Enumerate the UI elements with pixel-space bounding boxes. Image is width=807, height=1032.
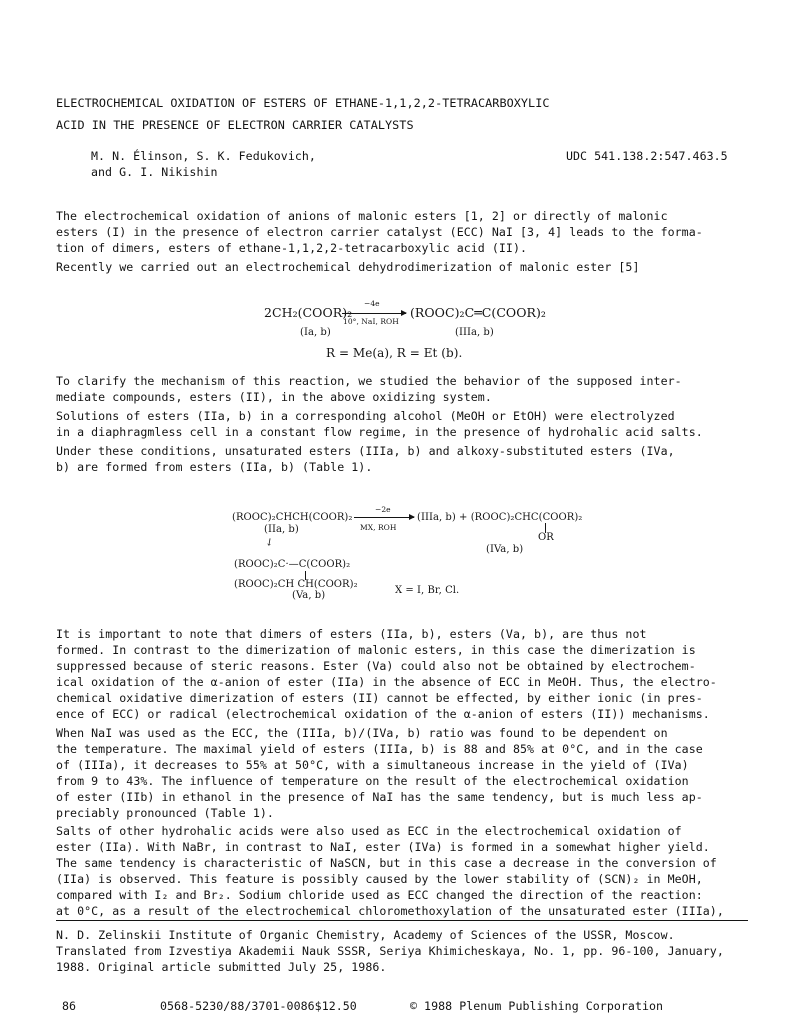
footnote-line-2: Translated from Izvestiya Akademii Nauk SSSR, Seriya Khimicheskaya, No. 1, pp. 96-100, January, — [56, 944, 724, 958]
paragraph-7-line-2: the temperature. The maximal yield of esters (IIIa, b) is 88 and 85% at 0°C, and in the case — [56, 742, 703, 756]
paragraph-7-line-4: from 9 to 43%. The influence of temperature on the result of the electrochemical oxidation — [56, 774, 689, 788]
paragraph-5-line-2: b) are formed from esters (IIa, b) (Table 1). — [56, 460, 373, 474]
scheme-2-label-iv: (IVa, b) — [486, 544, 524, 555]
footnote-line-3: 1988. Original article submitted July 25, 1986. — [56, 960, 387, 974]
scheme-2-arrow — [354, 517, 414, 518]
paragraph-6-line-6: ence of ECC) or radical (electrochemical oxidation of the α-anion of esters (II)) mechanisms. — [56, 707, 710, 721]
scheme-2-reactant: (ROOC)₂CHCH(COOR)₂ — [232, 512, 353, 523]
scheme-1-r-definitions: R = Me(a), R = Et (b). — [326, 346, 463, 360]
paragraph-6-line-2: formed. In contrast to the dimerization of malonic esters, in this case the dimerization is — [56, 643, 696, 657]
footnote-rule — [56, 920, 748, 921]
paragraph-5-line-1: Under these conditions, unsaturated esters (IIIa, b) and alkoxy-substituted esters (IVa, — [56, 444, 675, 458]
scheme-2-label-reactant: (IIa, b) — [264, 524, 299, 535]
scheme-1-product: (ROOC)₂C═C(COOR)₂ — [410, 305, 546, 320]
paragraph-7-line-1: When NaI was used as the ECC, the (IIIa, b)/(IVa, b) ratio was found to be dependent on — [56, 726, 668, 740]
udc-code: UDC 541.138.2:547.463.5 — [566, 149, 728, 163]
scheme-1-label-reactant: (Ia, b) — [300, 327, 331, 338]
scheme-2-below-arrow: MX, ROH — [360, 523, 397, 532]
paragraph-4-line-1: Solutions of esters (IIa, b) in a corresponding alcohol (MeOH or EtOH) were electrolyzed — [56, 409, 675, 423]
scheme-1-below-arrow: 10°, NaI, ROH — [343, 317, 399, 326]
journal-code: 0568-5230/88/3701-0086$12.50 — [160, 999, 357, 1013]
paragraph-1-line-3: tion of dimers, esters of ethane-1,1,2,2-tetracarboxylic acid (II). — [56, 241, 528, 255]
copyright: © 1988 Plenum Publishing Corporation — [410, 999, 664, 1013]
paragraph-4-line-2: in a diaphragmless cell in a constant flow regime, in the presence of hydrohalic acid salts. — [56, 425, 703, 439]
article-title-line-1: ELECTROCHEMICAL OXIDATION OF ESTERS OF ETHANE-1,1,2,2-TETRACARBOXYLIC — [56, 96, 550, 110]
paragraph-3-line-2: mediate compounds, esters (II), in the above oxidizing system. — [56, 390, 492, 404]
paragraph-7-line-3: of (IIIa), it decreases to 55% at 50°C, with a simultaneous increase in the yield of (IVa) — [56, 758, 689, 772]
scheme-2-branch-arrow: ↙ — [263, 535, 277, 550]
paragraph-1-line-1: The electrochemical oxidation of anions of malonic esters [1, 2] or directly of malonic — [56, 209, 668, 223]
scheme-2-substituent: OR — [538, 532, 554, 543]
authors-line-2: and G. I. Nikishin — [91, 165, 218, 179]
paragraph-2-line-1: Recently we carried out an electrochemical dehydrodimerization of malonic ester [5] — [56, 260, 640, 274]
footnote-line-1: N. D. Zelinskii Institute of Organic Chemistry, Academy of Sciences of the USSR, Moscow. — [56, 928, 675, 942]
scheme-1-label-product: (IIIa, b) — [455, 327, 494, 338]
paragraph-8-line-5: compared with I₂ and Br₂. Sodium chloride used as ECC changed the direction of the reaction: — [56, 888, 703, 902]
scheme-1-reactant: 2CH₂(COOR)₂ — [264, 305, 353, 320]
paragraph-7-line-5: of ester (IIb) in ethanol in the presence of NaI has the same tendency, but is much less ap- — [56, 790, 703, 804]
paragraph-6-line-4: ical oxidation of the α-anion of ester (IIa) in the absence of ECC in MeOH. Thus, the electro- — [56, 675, 717, 689]
scheme-2-products: (IIIa, b) + (ROOC)₂CHC(COOR)₂ — [417, 512, 583, 523]
scheme-1-above-arrow: −4e — [364, 299, 380, 308]
scheme-2-label-v: (Va, b) — [292, 590, 326, 601]
authors-line-1: M. N. Élinson, S. K. Fedukovich, — [91, 149, 316, 163]
paragraph-8-line-4: (IIa) is observed. This feature is possibly caused by the lower stability of (SCN)₂ in MeOH, — [56, 872, 703, 886]
paragraph-6-line-1: It is important to note that dimers of esters (IIa, b), esters (Va, b), are thus not — [56, 627, 647, 641]
paragraph-8-line-3: The same tendency is characteristic of NaSCN, but in this case a decrease in the conversion of — [56, 856, 717, 870]
scheme-2-x-definitions: X = I, Br, Cl. — [395, 585, 460, 596]
paragraph-1-line-2: esters (I) in the presence of electron carrier catalyst (ECC) NaI [3, 4] leads to the forma- — [56, 225, 703, 239]
paragraph-8-line-2: ester (IIa). With NaBr, in contrast to NaI, ester (IVa) is formed in a somewhat higher yield. — [56, 840, 710, 854]
paragraph-6-line-3: suppressed because of steric reasons. Ester (Va) could also not be obtained by electrochem- — [56, 659, 696, 673]
scheme-2-above-arrow: −2e — [375, 505, 391, 514]
paragraph-3-line-1: To clarify the mechanism of this reaction, we studied the behavior of the supposed inter- — [56, 374, 682, 388]
paragraph-8-line-6: at 0°C, as a result of the electrochemical chloromethoxylation of the unsaturated ester (IIIa), — [56, 904, 724, 918]
paragraph-8-line-1: Salts of other hydrohalic acids were also used as ECC in the electrochemical oxidation of — [56, 824, 682, 838]
paragraph-7-line-6: preciably pronounced (Table 1). — [56, 806, 274, 820]
page-number: 86 — [62, 999, 77, 1013]
scheme-2-dimer: (ROOC)₂CH CH(COOR)₂ — [234, 579, 358, 590]
paragraph-6-line-5: chemical oxidative dimerization of esters (II) cannot be effected, by either ionic (in pres- — [56, 691, 703, 705]
article-title-line-2: ACID IN THE PRESENCE OF ELECTRON CARRIER CATALYSTS — [56, 118, 414, 132]
scheme-2-intermediate: (ROOC)₂C·—C(COOR)₂ — [234, 559, 351, 570]
